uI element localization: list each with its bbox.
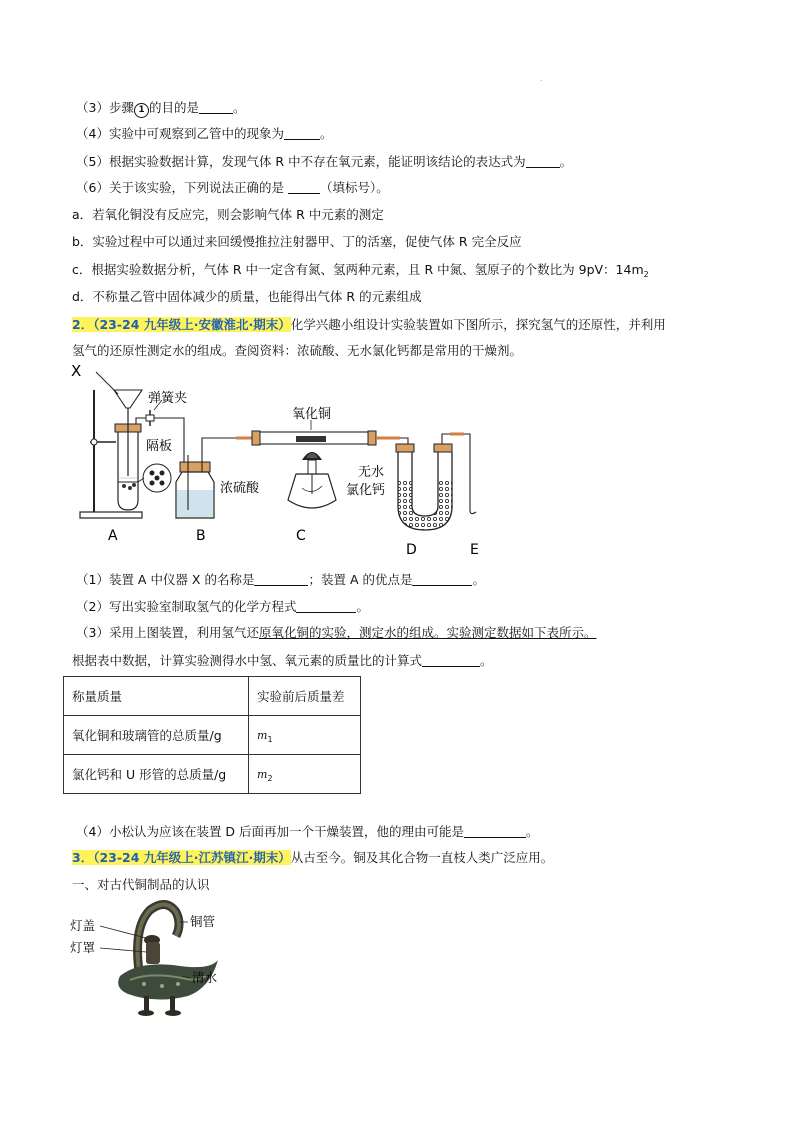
question-source: （23-24 九年级上·江苏镇江·期末） (93, 850, 291, 865)
label-lamp-shade: 灯罩 (70, 940, 96, 955)
answer-blank[interactable] (526, 153, 560, 168)
label-e: E (470, 542, 479, 558)
table-cell-label: 氯化钙和 U 形管的总质量/g (64, 755, 249, 794)
goose-lamp-figure (70, 898, 250, 1018)
period: 。 (232, 100, 246, 115)
u-tube-d (396, 438, 452, 530)
q2-part2 (76, 597, 369, 617)
label-lamp-lid: 灯盖 (70, 918, 96, 933)
label-clear-water: 清水 (192, 970, 218, 985)
answer-blank[interactable] (199, 99, 233, 114)
label-c: C (296, 528, 306, 544)
q1-part3-text: 的目的是 (148, 100, 199, 115)
q1-part5-text: （5）根据实验数据计算，发现气体 R 中不存在氧元素，能证明该结论的表达式为 (76, 154, 526, 169)
table-cell-value (249, 755, 361, 794)
q2-part3-calc (72, 651, 493, 671)
q2-part3 (76, 623, 596, 643)
q2-part1-text2: ；装置 A 的优点是 (308, 572, 413, 587)
wash-bottle-b (176, 438, 236, 518)
table-header: 实验前后质量差 (249, 677, 361, 716)
answer-blank[interactable] (464, 823, 526, 838)
option-b: b．实验过程中可以通过来回缓慢推拉注射器甲、丁的活塞，促使气体 R 完全反应 (72, 234, 522, 249)
q1-part3-prefix: （3）步骤 (76, 100, 134, 115)
period: 。 (472, 572, 485, 587)
subscript: 1 (267, 734, 273, 744)
table-cell-label: 氧化铜和玻璃管的总质量/g (64, 716, 249, 755)
question-number: 2． (72, 317, 94, 332)
label-x: X (71, 362, 82, 380)
subscript: 2 (643, 270, 649, 279)
question-source: （23-24 九年级上·安徽淮北·期末） (93, 317, 291, 332)
answer-blank[interactable] (254, 571, 308, 586)
subscript: 2 (267, 773, 273, 783)
q2-part4 (76, 822, 539, 842)
q1-part4-text: （4）实验中可观察到乙管中的现象为 (76, 126, 284, 141)
period: 。 (319, 126, 333, 141)
part6-suffix: （填标号）。 (319, 180, 389, 195)
label-calcium-chloride: 氯化钙 (346, 483, 386, 498)
math-var: m (257, 728, 268, 742)
table-row (64, 755, 361, 794)
q1-part6-text: （6）关于该实验，下列说法正确的是 (76, 180, 284, 195)
label-a: A (108, 528, 118, 544)
measurement-table (63, 676, 361, 794)
table-cell-value (249, 716, 361, 755)
answer-blank[interactable] (422, 652, 480, 667)
apparatus-diagram (66, 360, 506, 560)
label-copper-tube: 铜管 (190, 914, 216, 929)
label-anhydrous: 无水 (358, 465, 385, 480)
label-d: D (406, 542, 417, 558)
option-d: d．不称量乙管中固体减少的质量，也能得出气体 R 的元素组成 (72, 289, 422, 304)
answer-blank[interactable] (284, 125, 320, 140)
q1-part4 (76, 124, 332, 144)
q3-stem (72, 848, 553, 868)
step-circle-number: 1 (134, 103, 149, 118)
q1-part5 (76, 152, 572, 172)
q2-part3-text-b: 原氧化铜的实验，测定水的组成。实验测定数据如下表所示。 (258, 625, 597, 640)
table-row (64, 716, 361, 755)
option-a: a．若氧化铜没有反应完，则会影响气体 R 中元素的测定 (72, 207, 384, 222)
q2-part3-calc-text: 根据表中数据，计算实验测得水中氢、氧元素的质量比的计算式 (72, 653, 423, 668)
answer-blank[interactable] (288, 179, 320, 194)
q2-part3-text-a: （3）采用上图装置，利用氢气还 (76, 625, 259, 640)
q2-stem-line1 (72, 315, 666, 335)
q1-part6 (76, 178, 389, 198)
table-header-row (64, 677, 361, 716)
option-c (72, 260, 649, 285)
alcohol-lamp (288, 452, 336, 508)
q3-stem-text: 从古至今。铜及其化合物一直枝人类广泛应用。 (290, 850, 554, 865)
q2-part4-text: （4）小松认为应该在装置 D 后面再加一个干燥装置，他的理由可能是 (76, 824, 465, 839)
connecting-tube-ab (136, 400, 184, 470)
label-copper-oxide: 氧化铜 (292, 407, 332, 422)
answer-blank[interactable] (296, 598, 356, 613)
iron-stand (80, 390, 142, 518)
question-number: 3． (72, 850, 94, 865)
label-spring-clip: 弹簧夹 (148, 391, 188, 406)
period: 。 (559, 154, 573, 169)
label-baffle: 隔板 (146, 439, 173, 454)
q2-part2-text: （2）写出实验室制取氢气的化学方程式 (76, 599, 297, 614)
top-mark: . (540, 74, 543, 83)
period: 。 (480, 653, 493, 668)
q2-stem-line2: 氢气的还原性测定水的组成。查阅资料：浓硫酸、无水氯化钙都是常用的干燥剂。 (72, 343, 523, 358)
label-b: B (196, 528, 206, 544)
answer-blank[interactable] (412, 571, 472, 586)
q2-part1-text: （1）装置 A 中仪器 X 的名称是 (76, 572, 255, 587)
period: 。 (526, 824, 539, 839)
table-header: 称量质量 (64, 677, 249, 716)
q3-section-title: 一、对古代铜制品的认识 (72, 877, 210, 892)
option-c-text: c．根据实验数据分析，气体 R 中一定含有氮、氢两种元素，且 R 中氮、氢原子的个数比为 9pV：14m (72, 262, 644, 277)
period: 。 (356, 599, 369, 614)
q2-part1 (76, 570, 485, 590)
q1-part3 (76, 98, 245, 118)
label-sulfuric-acid: 浓硫酸 (220, 481, 260, 496)
combustion-tube (236, 420, 400, 445)
math-var: m (257, 767, 268, 781)
q2-stem-text: 化学兴趣小组设计实验装置如下图所示，探究氢气的还原性，并利用 (290, 317, 666, 332)
